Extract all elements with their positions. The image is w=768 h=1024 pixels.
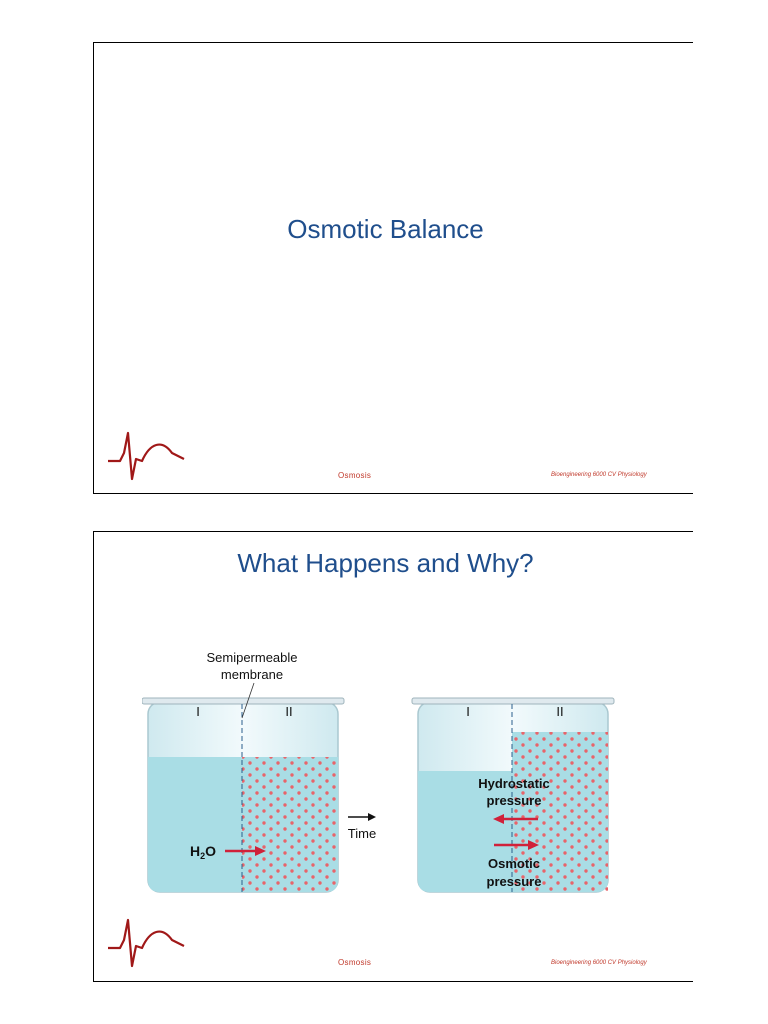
- beaker-before: [142, 698, 344, 892]
- hydrostatic-label: Hydrostatic: [478, 776, 550, 791]
- compartment-1-label: I: [196, 704, 200, 719]
- membrane-label: Semipermeable: [206, 650, 298, 665]
- slide-title: What Happens and Why?: [237, 548, 534, 578]
- slide-title: Osmotic Balance: [287, 214, 484, 244]
- footer-topic: Osmosis: [338, 471, 372, 480]
- ecg-logo-icon: [106, 910, 186, 968]
- osmotic-label: Osmotic: [487, 856, 541, 871]
- slide-2: [93, 531, 693, 982]
- compartment-2-label-after: II: [556, 704, 564, 719]
- footer-course: Bioengineering 6000 CV Physiology: [551, 960, 647, 966]
- water-label: $H_2O$: [190, 843, 217, 861]
- slide-1: [93, 42, 693, 494]
- ecg-logo-icon: [106, 423, 186, 481]
- time-label: Time: [347, 826, 377, 841]
- footer-topic: Osmosis: [338, 958, 372, 967]
- hydrostatic-label-2: pressure: [486, 793, 542, 808]
- footer-course: Bioengineering 6000 CV Physiology: [551, 472, 647, 478]
- compartment-2-label: II: [285, 704, 293, 719]
- compartment-1-label-after: I: [466, 704, 470, 719]
- osmosis-diagram: [142, 646, 622, 906]
- membrane-label-2: membrane: [220, 667, 284, 682]
- osmotic-label-2: pressure: [486, 874, 542, 889]
